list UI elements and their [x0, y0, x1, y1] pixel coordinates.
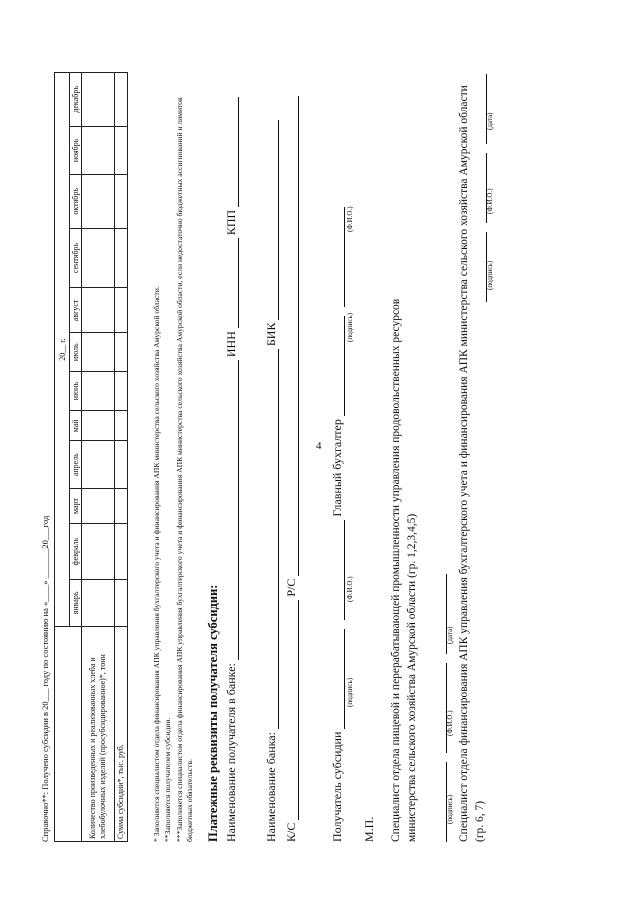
recipient-label: Получатель субсидии	[330, 731, 344, 842]
month-header: май	[70, 411, 82, 441]
month-header: июнь	[70, 371, 82, 410]
bank-name-label: Наименование банка:	[264, 732, 278, 842]
footnotes	[152, 72, 196, 842]
page-number: 4	[316, 440, 322, 452]
chief-accountant-label: Главный бухгалтер	[330, 419, 344, 517]
table-row	[115, 73, 128, 842]
sign-caption: (подпись)	[446, 794, 454, 824]
rotated-form-sheet	[40, 62, 600, 842]
rs-label: Р/С	[284, 578, 298, 597]
sign-caption: (подпись)	[346, 312, 354, 342]
reference-line: Справочно**: Получено субсидии в 20___ году по состоянию на «____» _______20___год	[40, 515, 50, 842]
bik-label: БИК	[264, 322, 278, 347]
footnote: * Заполняется специалистом отдела финансирования АПК управления бухгалтерского учета и финансирования АПК министерства сельского хозяйства Амурской области.	[152, 286, 161, 842]
name-caption: (Ф.И.О.)	[346, 576, 354, 602]
date-caption: (дата)	[486, 112, 494, 130]
month-header: апрель	[70, 441, 82, 488]
name-caption: (Ф.И.О.)	[486, 188, 494, 214]
table-row	[82, 73, 115, 842]
recipient-bank-row	[224, 97, 239, 842]
ks-label: К/С	[284, 822, 298, 842]
month-header: февраль	[70, 524, 82, 580]
month-header: декабрь	[70, 73, 82, 127]
month-header: сентябрь	[70, 228, 82, 288]
name-caption: (Ф.И.О.)	[446, 710, 454, 736]
kpp-label: КПП	[224, 209, 238, 236]
accounts-row	[284, 96, 299, 842]
row-label-quantity: Количество произведенных и реализованных хлеба и хлебобулочных изделий (просубсидированное)*, тонн	[82, 627, 115, 842]
month-header: ноябрь	[70, 126, 82, 174]
month-header: июль	[70, 333, 82, 371]
specialist-food-signature	[432, 574, 447, 842]
specialist-finance-signature	[472, 74, 487, 302]
inn-label: ИНН	[224, 331, 238, 358]
footnote: ***Заполняется специалистом отдела финансирования АПК управления бухгалтерского учета и финансирования АПК министерства сельского хозяйства Амурской области, если недостаточно бюджетных ассигнований и лимитов бюджетных обязательств.	[174, 97, 194, 842]
table-corner	[55, 627, 82, 842]
date-caption: (дата)	[446, 626, 454, 644]
specialist-food: Специалист отдела пищевой и перерабатывающей промышленности управления продовольственных ресурсов министерства сельского хозяйства Амурской области (гр. 1,2,3,4,5)	[390, 298, 419, 842]
signature-row	[330, 207, 345, 842]
name-caption: (Ф.И.О.)	[346, 206, 354, 232]
specialist-finance: Специалист отдела финансирования АПК управления бухгалтерского учета и финансирования АПК министерства сельского хозяйства Амурской области (гр. 6, 7)	[458, 85, 487, 842]
month-header: январь	[70, 579, 82, 626]
mp-label: М.П.	[362, 816, 376, 842]
sign-caption: (подпись)	[486, 260, 494, 290]
recipient-bank-label: Наименование получателя в банке:	[224, 663, 238, 842]
month-header: март	[70, 488, 82, 524]
bank-name-row	[264, 120, 279, 842]
subsidy-months-table	[54, 72, 128, 842]
table-year-header: 20__ г.	[55, 73, 70, 627]
sign-caption: (подпись)	[346, 677, 354, 707]
month-header: октябрь	[70, 175, 82, 229]
footnote: **Заполняется получателем субсидии.	[163, 717, 173, 842]
requisites-title: Платежные реквизиты получателя субсидии:	[206, 584, 220, 842]
month-header: август	[70, 288, 82, 333]
row-label-sum: Сумма субсидии*, тыс. руб.	[115, 627, 128, 842]
